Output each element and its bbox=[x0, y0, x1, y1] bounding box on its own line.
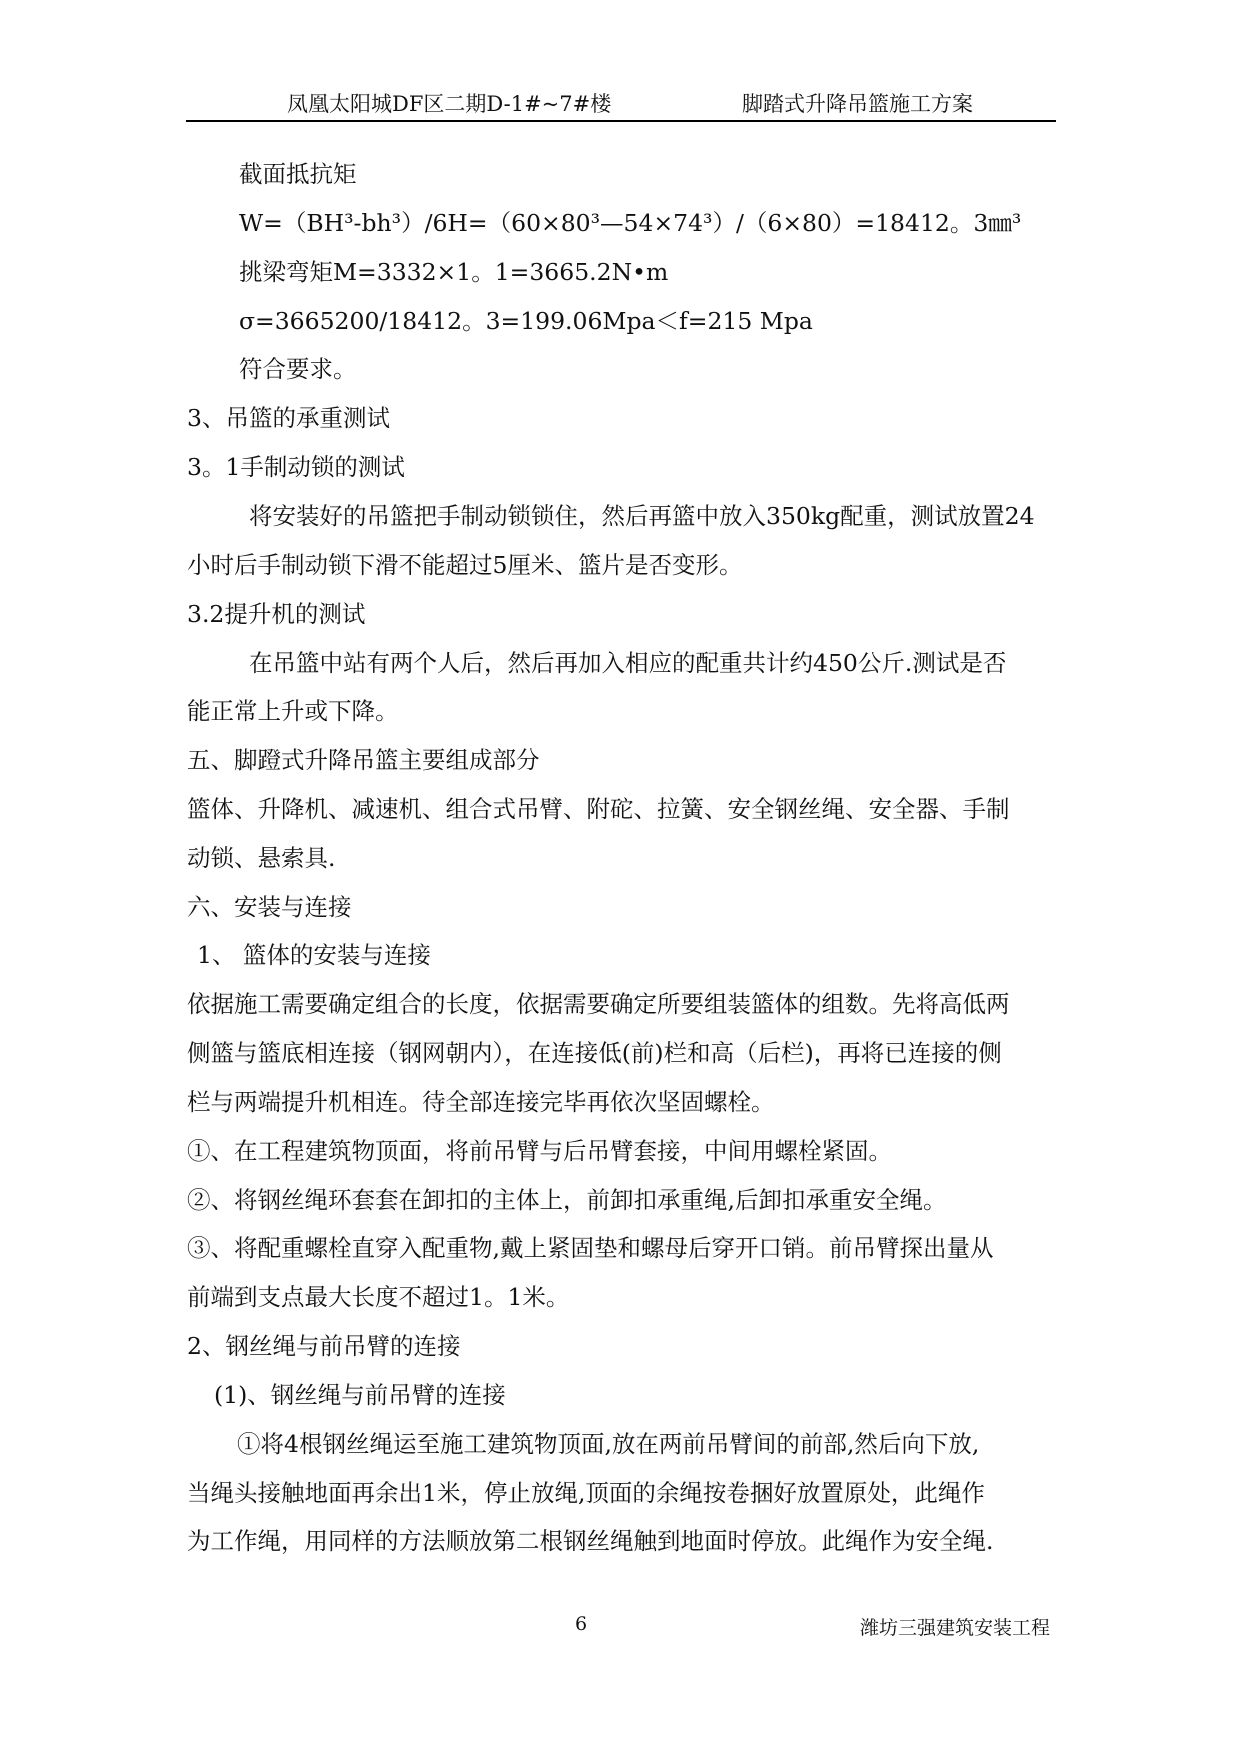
section-heading: 六、安装与连接 bbox=[187, 893, 352, 921]
section-heading: 3、吊篮的承重测试 bbox=[187, 404, 390, 432]
body-line: 前端到支点最大长度不超过1。1米。 bbox=[187, 1283, 570, 1311]
subsection-heading: 3.2提升机的测试 bbox=[187, 600, 366, 628]
body-line: 为工作绳，用同样的方法顺放第二根钢丝绳触到地面时停放。此绳作为安全绳. bbox=[187, 1527, 994, 1555]
page-header bbox=[186, 88, 1056, 122]
footer-company: 潍坊三强建筑安装工程 bbox=[860, 1617, 1051, 1639]
body-line: 侧篮与篮底相连接（钢网朝内），在连接低(前)栏和高（后栏)，再将已连接的侧 bbox=[187, 1039, 1002, 1067]
formula-line: σ=3665200/18412。3=199.06Mpa＜f=215 Mpa bbox=[239, 307, 813, 335]
body-line: 能正常上升或下降。 bbox=[187, 697, 399, 725]
body-line: 当绳头接触地面再余出1米，停止放绳,顶面的余绳按卷捆好放置原处，此绳作 bbox=[187, 1479, 985, 1507]
body-line: 在吊篮中站有两个人后，然后再加入相应的配重共计约450公斤.测试是否 bbox=[249, 649, 1007, 677]
page-number: 6 bbox=[575, 1613, 588, 1635]
subsection-heading: (1)、钢丝绳与前吊臂的连接 bbox=[214, 1381, 506, 1409]
subsection-heading: 1、 篮体的安装与连接 bbox=[197, 941, 431, 969]
list-item: ②、将钢丝绳环套套在卸扣的主体上，前卸扣承重绳,后卸扣承重安全绳。 bbox=[187, 1186, 947, 1214]
body-line: 截面抵抗矩 bbox=[239, 160, 357, 188]
body-line: 栏与两端提升机相连。待全部连接完毕再依次坚固螺栓。 bbox=[187, 1088, 775, 1116]
body-line: 符合要求。 bbox=[239, 355, 357, 383]
subsection-heading: 3。1手制动锁的测试 bbox=[187, 453, 405, 481]
list-item: ①、在工程建筑物顶面，将前吊臂与后吊臂套接，中间用螺栓紧固。 bbox=[187, 1137, 892, 1165]
body-line: 篮体、升降机、减速机、组合式吊臂、附砣、拉簧、安全钢丝绳、安全器、手制 bbox=[187, 795, 1010, 823]
section-heading: 2、钢丝绳与前吊臂的连接 bbox=[187, 1332, 461, 1360]
list-item: ③、将配重螺栓直穿入配重物,戴上紧固垫和螺母后穿开口销。前吊臂探出量从 bbox=[187, 1234, 994, 1262]
body-line: 动锁、悬索具. bbox=[187, 844, 336, 872]
header-project-title: 凤凰太阳城DF区二期D-1#~7#楼 bbox=[287, 92, 612, 116]
header-document-title: 脚踏式升降吊篮施工方案 bbox=[742, 92, 973, 116]
body-line: 小时后手制动锁下滑不能超过5厘米、篮片是否变形。 bbox=[187, 551, 743, 579]
formula-line: 挑梁弯矩M=3332×1。1=3665.2N•m bbox=[239, 258, 669, 286]
list-item: ①将4根钢丝绳运至施工建筑物顶面,放在两前吊臂间的前部,然后向下放, bbox=[237, 1430, 980, 1458]
body-line: 将安装好的吊篮把手制动锁锁住，然后再篮中放入350kg配重，测试放置24 bbox=[249, 502, 1035, 530]
section-heading: 五、脚蹬式升降吊篮主要组成部分 bbox=[187, 746, 540, 774]
body-line: 依据施工需要确定组合的长度，依据需要确定所要组装篮体的组数。先将高低两 bbox=[187, 990, 1010, 1018]
formula-line: W=（BH³-bh³）/6H=（60×80³—54×74³）/（6×80）=18412。3㎜³ bbox=[239, 209, 1022, 237]
